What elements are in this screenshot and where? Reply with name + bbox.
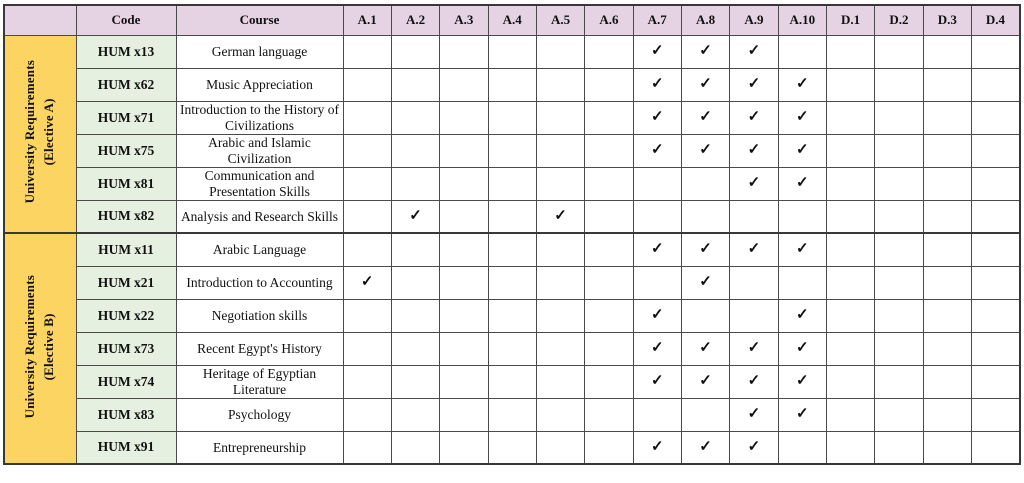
checkmark-icon: ✓ [650,142,664,158]
check-cell [488,68,536,101]
check-column-header: A.10 [778,5,826,35]
check-cell [681,398,729,431]
check-cell [875,134,923,167]
course-name-cell: Recent Egypt's History [176,332,343,365]
checkmark-icon: ✓ [699,340,712,356]
check-cell [488,398,536,431]
check-cell [971,101,1020,134]
table-row [4,134,1020,167]
check-cell [536,134,584,167]
check-cell [875,167,923,200]
check-cell [391,431,439,464]
course-name-cell: German language [176,35,343,68]
check-cell [440,35,488,68]
check-cell [875,68,923,101]
table-row [4,167,1020,200]
check-cell [440,365,488,398]
check-cell [585,68,633,101]
section-label [4,233,76,464]
check-cell [923,101,971,134]
check-cell [440,101,488,134]
section-label-line2: (Elective B) [41,313,57,381]
check-cell [971,431,1020,464]
check-cell [875,266,923,299]
check-cell [536,266,584,299]
check-cell [778,398,826,431]
course-code-cell: HUM x81 [76,167,176,200]
check-cell [440,134,488,167]
check-column-header: A.5 [536,5,584,35]
check-cell [923,398,971,431]
checkmark-icon: ✓ [699,274,712,290]
table-row [4,233,1020,266]
check-cell [923,266,971,299]
check-cell [730,332,778,365]
checkmark-icon: ✓ [795,307,809,323]
checkmark-icon: ✓ [795,340,809,356]
checkmark-icon: ✓ [747,43,761,59]
check-cell [681,233,729,266]
check-cell [778,266,826,299]
code-column-header: Code [76,5,176,35]
checkmark-icon: ✓ [795,373,809,389]
course-name-cell: Introduction to Accounting [176,266,343,299]
check-cell [730,365,778,398]
table-row [4,35,1020,68]
checkmark-icon: ✓ [747,406,761,422]
checkmark-icon: ✓ [747,438,761,455]
check-cell [730,299,778,332]
check-cell [730,134,778,167]
check-cell [923,299,971,332]
check-cell [730,68,778,101]
check-cell [633,332,681,365]
check-cell [343,299,391,332]
check-column-header: A.3 [440,5,488,35]
course-code-cell: HUM x74 [76,365,176,398]
check-cell [488,431,536,464]
check-cell [875,365,923,398]
check-cell [730,200,778,233]
check-cell [875,332,923,365]
checkmark-icon: ✓ [554,207,567,224]
check-cell [488,167,536,200]
check-cell [826,365,874,398]
check-cell [681,266,729,299]
check-cell [875,101,923,134]
check-cell [440,233,488,266]
check-cell [730,266,778,299]
check-cell [730,398,778,431]
check-cell [585,431,633,464]
check-cell [488,299,536,332]
table-row [4,431,1020,464]
course-name-cell: Negotiation skills [176,299,343,332]
check-cell [681,35,729,68]
check-cell [875,431,923,464]
check-cell [633,398,681,431]
check-cell [343,233,391,266]
check-column-header: D.2 [875,5,923,35]
check-cell [585,365,633,398]
check-cell [633,167,681,200]
check-cell [633,431,681,464]
check-cell [633,134,681,167]
check-cell [875,35,923,68]
check-cell [536,365,584,398]
check-cell [875,398,923,431]
checkmark-icon: ✓ [747,241,761,258]
checkmark-icon: ✓ [795,109,809,125]
check-cell [488,365,536,398]
checkmark-icon: ✓ [747,76,761,92]
check-cell [633,68,681,101]
course-matrix-table [3,4,1021,465]
check-cell [875,233,923,266]
section-label-line1: University Requirements [22,60,38,204]
check-column-header: A.7 [633,5,681,35]
check-cell [826,134,874,167]
check-cell [923,233,971,266]
checkmark-icon: ✓ [795,406,809,422]
section-label-text [21,60,59,203]
check-cell [923,167,971,200]
check-cell [971,233,1020,266]
table-row [4,299,1020,332]
check-cell [440,68,488,101]
check-cell [681,332,729,365]
check-cell [778,167,826,200]
check-cell [536,101,584,134]
checkmark-icon: ✓ [699,43,712,59]
check-cell [343,332,391,365]
course-name-cell: Music Appreciation [176,68,343,101]
check-cell [681,431,729,464]
checkmark-icon: ✓ [699,373,712,389]
checkmark-icon: ✓ [699,76,712,92]
check-cell [585,167,633,200]
course-code-cell: HUM x91 [76,431,176,464]
check-cell [681,365,729,398]
check-cell [923,35,971,68]
check-cell [536,167,584,200]
check-cell [488,266,536,299]
check-cell [633,200,681,233]
check-cell [971,398,1020,431]
check-cell [536,200,584,233]
course-code-cell: HUM x73 [76,332,176,365]
section-label-text [21,275,59,418]
course-name-cell: Arabic Language [176,233,343,266]
check-cell [778,200,826,233]
check-cell [536,398,584,431]
check-cell [343,398,391,431]
check-cell [343,431,391,464]
check-cell [536,332,584,365]
check-cell [391,167,439,200]
course-code-cell: HUM x71 [76,101,176,134]
check-cell [488,134,536,167]
check-cell [875,200,923,233]
check-cell [826,200,874,233]
checkmark-icon: ✓ [795,175,809,191]
check-cell [778,134,826,167]
check-cell [343,200,391,233]
checkmark-icon: ✓ [747,373,761,389]
check-cell [343,266,391,299]
check-cell [971,266,1020,299]
check-cell [391,233,439,266]
checkmark-icon: ✓ [650,76,664,92]
course-name-cell: Communication and Presentation Skills [176,167,343,200]
check-cell [343,68,391,101]
check-cell [826,332,874,365]
check-cell [778,68,826,101]
course-name-cell: Introduction to the History of Civilizations [176,101,343,134]
checkmark-icon: ✓ [409,207,422,224]
check-cell [488,233,536,266]
checkmark-icon: ✓ [699,438,712,455]
check-cell [730,35,778,68]
course-code-cell: HUM x82 [76,200,176,233]
check-cell [391,134,439,167]
check-cell [778,365,826,398]
checkmark-icon: ✓ [747,340,761,356]
check-cell [440,167,488,200]
checkmark-icon: ✓ [650,241,664,258]
check-cell [778,101,826,134]
check-cell [730,233,778,266]
check-cell [585,332,633,365]
check-cell [633,299,681,332]
check-cell [536,233,584,266]
check-cell [778,299,826,332]
check-cell [971,35,1020,68]
checkmark-icon: ✓ [699,109,712,125]
check-cell [923,431,971,464]
check-cell [923,332,971,365]
check-cell [488,332,536,365]
check-cell [633,266,681,299]
table-row [4,101,1020,134]
course-code-cell: HUM x21 [76,266,176,299]
checkmark-icon: ✓ [747,109,761,125]
check-cell [923,134,971,167]
check-cell [488,200,536,233]
checkmark-icon: ✓ [650,109,664,125]
check-cell [971,365,1020,398]
check-cell [826,233,874,266]
check-cell [971,299,1020,332]
check-cell [585,233,633,266]
table-row [4,266,1020,299]
check-cell [826,101,874,134]
checkmark-icon: ✓ [795,76,809,92]
check-cell [440,332,488,365]
check-cell [391,365,439,398]
corner-cell [4,5,76,35]
check-cell [343,101,391,134]
checkmark-icon: ✓ [360,274,374,290]
check-cell [440,299,488,332]
course-name-cell: Psychology [176,398,343,431]
checkmark-icon: ✓ [747,142,761,158]
table-row [4,68,1020,101]
check-cell [633,365,681,398]
check-cell [536,431,584,464]
check-cell [681,134,729,167]
check-cell [440,266,488,299]
check-cell [826,299,874,332]
section-label-line1: University Requirements [22,274,38,419]
table-row [4,332,1020,365]
check-column-header: D.1 [826,5,874,35]
check-cell [585,398,633,431]
check-cell [681,167,729,200]
check-cell [440,200,488,233]
check-cell [440,398,488,431]
check-cell [971,332,1020,365]
check-cell [923,365,971,398]
check-cell [391,68,439,101]
check-cell [923,200,971,233]
check-cell [633,101,681,134]
table-row [4,365,1020,398]
section-label [4,35,76,233]
check-cell [826,35,874,68]
check-cell [778,233,826,266]
course-code-cell: HUM x11 [76,233,176,266]
check-cell [633,233,681,266]
check-cell [826,68,874,101]
check-cell [440,431,488,464]
checkmark-icon: ✓ [650,307,664,323]
course-name-cell: Heritage of Egyptian Literature [176,365,343,398]
check-cell [585,200,633,233]
check-cell [778,431,826,464]
check-cell [971,200,1020,233]
check-column-header: A.9 [730,5,778,35]
check-cell [730,431,778,464]
check-cell [391,332,439,365]
check-cell [826,431,874,464]
check-cell [585,266,633,299]
check-column-header: D.3 [923,5,971,35]
check-cell [391,398,439,431]
check-cell [585,134,633,167]
checkmark-icon: ✓ [795,142,809,158]
section-label-line2: (Elective A) [41,98,57,166]
check-cell [681,101,729,134]
check-cell [343,35,391,68]
check-cell [633,35,681,68]
check-cell [875,299,923,332]
check-cell [585,101,633,134]
check-column-header: A.2 [391,5,439,35]
check-cell [343,134,391,167]
check-cell [923,68,971,101]
course-code-cell: HUM x83 [76,398,176,431]
check-cell [826,266,874,299]
check-cell [343,167,391,200]
checkmark-icon: ✓ [699,142,712,158]
course-name-cell: Arabic and Islamic Civilization [176,134,343,167]
course-name-cell: Entrepreneurship [176,431,343,464]
check-cell [585,35,633,68]
check-cell [391,266,439,299]
course-code-cell: HUM x75 [76,134,176,167]
check-cell [681,68,729,101]
checkmark-icon: ✓ [650,438,664,455]
checkmark-icon: ✓ [747,175,761,191]
check-column-header: A.1 [343,5,391,35]
table-row [4,398,1020,431]
header-row [4,5,1020,35]
check-cell [778,35,826,68]
check-column-header: A.4 [488,5,536,35]
course-code-cell: HUM x13 [76,35,176,68]
check-column-header: A.6 [585,5,633,35]
table-row [4,200,1020,233]
check-cell [536,68,584,101]
checkmark-icon: ✓ [650,340,664,356]
check-cell [971,167,1020,200]
check-cell [730,101,778,134]
course-code-cell: HUM x62 [76,68,176,101]
check-cell [681,200,729,233]
check-cell [343,365,391,398]
course-code-cell: HUM x22 [76,299,176,332]
checkmark-icon: ✓ [650,43,664,59]
check-cell [488,101,536,134]
check-cell [488,35,536,68]
check-cell [585,299,633,332]
check-cell [391,101,439,134]
check-cell [778,332,826,365]
check-cell [826,167,874,200]
check-cell [536,35,584,68]
check-cell [730,167,778,200]
check-column-header: D.4 [971,5,1020,35]
check-cell [971,134,1020,167]
check-cell [826,398,874,431]
course-name-cell: Analysis and Research Skills [176,200,343,233]
check-cell [391,299,439,332]
check-column-header: A.8 [681,5,729,35]
checkmark-icon: ✓ [650,373,664,389]
checkmark-icon: ✓ [699,241,712,258]
check-cell [391,35,439,68]
checkmark-icon: ✓ [795,241,809,258]
course-column-header: Course [176,5,343,35]
check-cell [536,299,584,332]
check-cell [681,299,729,332]
check-cell [391,200,439,233]
check-cell [971,68,1020,101]
